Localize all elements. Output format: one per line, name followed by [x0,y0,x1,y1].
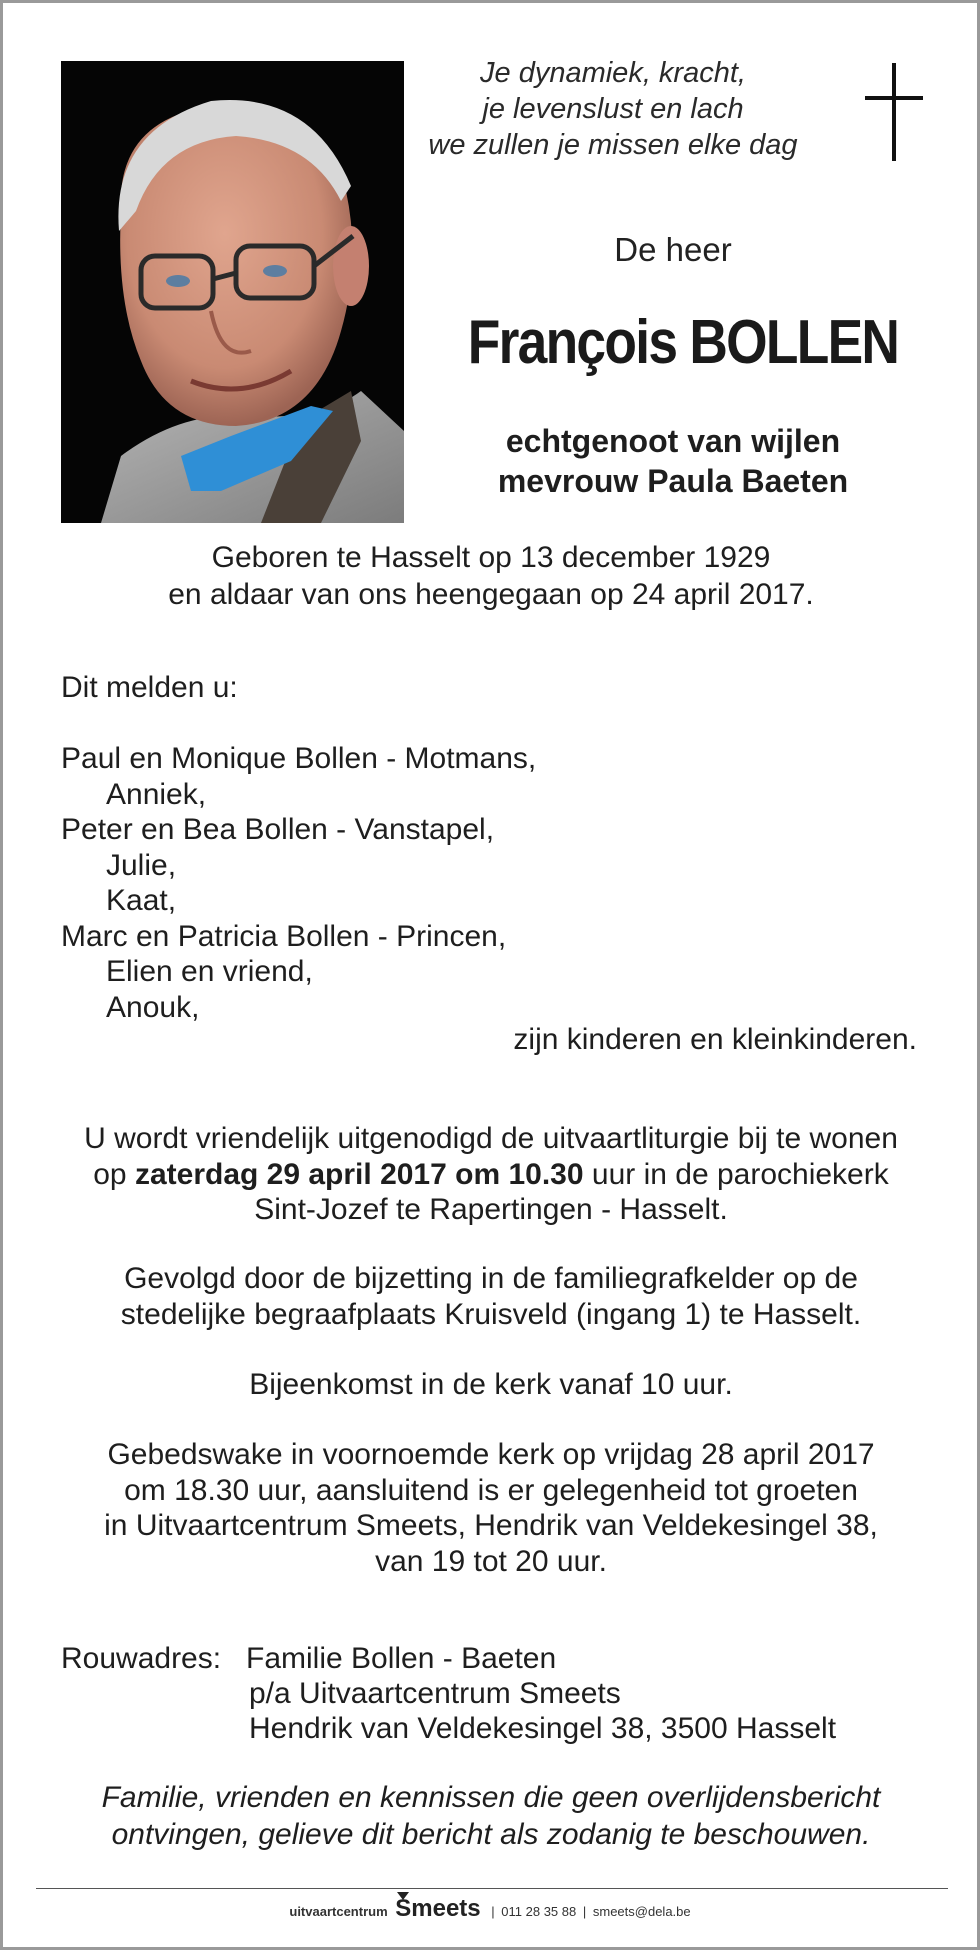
grandchild: Anouk, [106,990,200,1024]
wake-line: van 19 tot 20 uur. [375,1544,607,1578]
poem-line: Je dynamiek, kracht, [480,57,746,89]
family-member: Paul en Monique Bollen - Motmans, [61,742,537,775]
closing-line: Familie, vrienden en kennissen die geen overlijdensbericht [101,1781,881,1814]
birth-death-info [61,539,921,613]
salutation: De heer [614,231,732,268]
footer-brand: Smeets [395,1895,481,1922]
grandchild: Julie, [106,848,177,882]
footer: uitvaartcentrum Smeets | 011 28 35 88 | smeets@dela.be [3,1895,977,1923]
poem-line: we zullen je missen elke dag [428,129,798,161]
death-line: en aldaar van ons heengegaan op 24 april 2017. [168,578,814,611]
closing-note [61,1779,921,1853]
cross-icon [865,63,923,163]
announcement-intro: Dit melden u: [61,671,238,704]
burial-line: stedelijke begraafplaats Kruisveld (ingang 1) te Hasselt. [120,1297,862,1331]
footer-prefix: uitvaartcentrum [289,1904,388,1919]
ceremony-line: op zaterdag 29 april 2017 om 10.30 uur in de parochiekerk [93,1157,889,1191]
family-member: Peter en Bea Bollen - Vanstapel, [61,813,495,846]
grandchild: Anniek, [106,777,207,811]
ceremony-date: zaterdag 29 april 2017 om 10.30 [134,1157,584,1191]
burial-info [61,1261,921,1332]
closing-line: ontvingen, gelieve dit bericht als zodanig te beschouwen. [111,1818,871,1851]
burial-line: Gevolgd door de bijzetting in de familiegrafkelder op de [124,1262,858,1295]
poem-line: je levenslust en lach [482,93,744,125]
portrait-photo [61,61,404,523]
spouse-info [443,421,903,501]
deceased-name: François BOLLEN [467,308,899,377]
grandchild: Kaat, [106,884,177,917]
ceremony-line: U wordt vriendelijk uitgenodigd de uitvaartliturgie bij te wonen [84,1122,898,1155]
ceremony-line: Sint-Jozef te Rapertingen - Hasselt. [254,1193,728,1226]
family-list [61,741,921,1025]
footer-phone: 011 28 35 88 [501,1904,577,1919]
wake-line: in Uitvaartcentrum Smeets, Hendrik van Veldekesingel 38, [104,1509,878,1542]
mourning-address [61,1641,836,1746]
gathering-info: Bijeenkomst in de kerk vanaf 10 uur. [249,1368,733,1401]
wake-line: om 18.30 uur, aansluitend is er gelegenheid tot groeten [124,1473,858,1507]
footer-divider [36,1888,948,1889]
footer-email: smeets@dela.be [592,1904,691,1919]
address-line: Familie Bollen - Baeten [246,1642,557,1675]
wake-line: Gebedswake in voornoemde kerk op vrijdag 28 april 2017 [107,1438,875,1471]
mourning-address-label: Rouwadres: [61,1642,222,1675]
spouse-line: echtgenoot van wijlen [505,423,841,459]
grandchild: Elien en vriend, [106,955,313,988]
portrait-illustration [61,61,404,523]
family-member: Marc en Patricia Bollen - Princen, [61,919,507,953]
brand-triangle-icon [397,1892,409,1900]
poem [413,55,813,163]
relation-note: zijn kinderen en kleinkinderen. [513,1023,917,1056]
address-line: p/a Uitvaartcentrum Smeets [249,1677,621,1710]
birth-line: Geboren te Hasselt op 13 december 1929 [211,541,771,574]
address-line: Hendrik van Veldekesingel 38, 3500 Hasselt [249,1712,837,1745]
spouse-line: mevrouw Paula Baeten [497,463,849,499]
ceremony-info [61,1121,921,1228]
wake-info [61,1437,921,1579]
